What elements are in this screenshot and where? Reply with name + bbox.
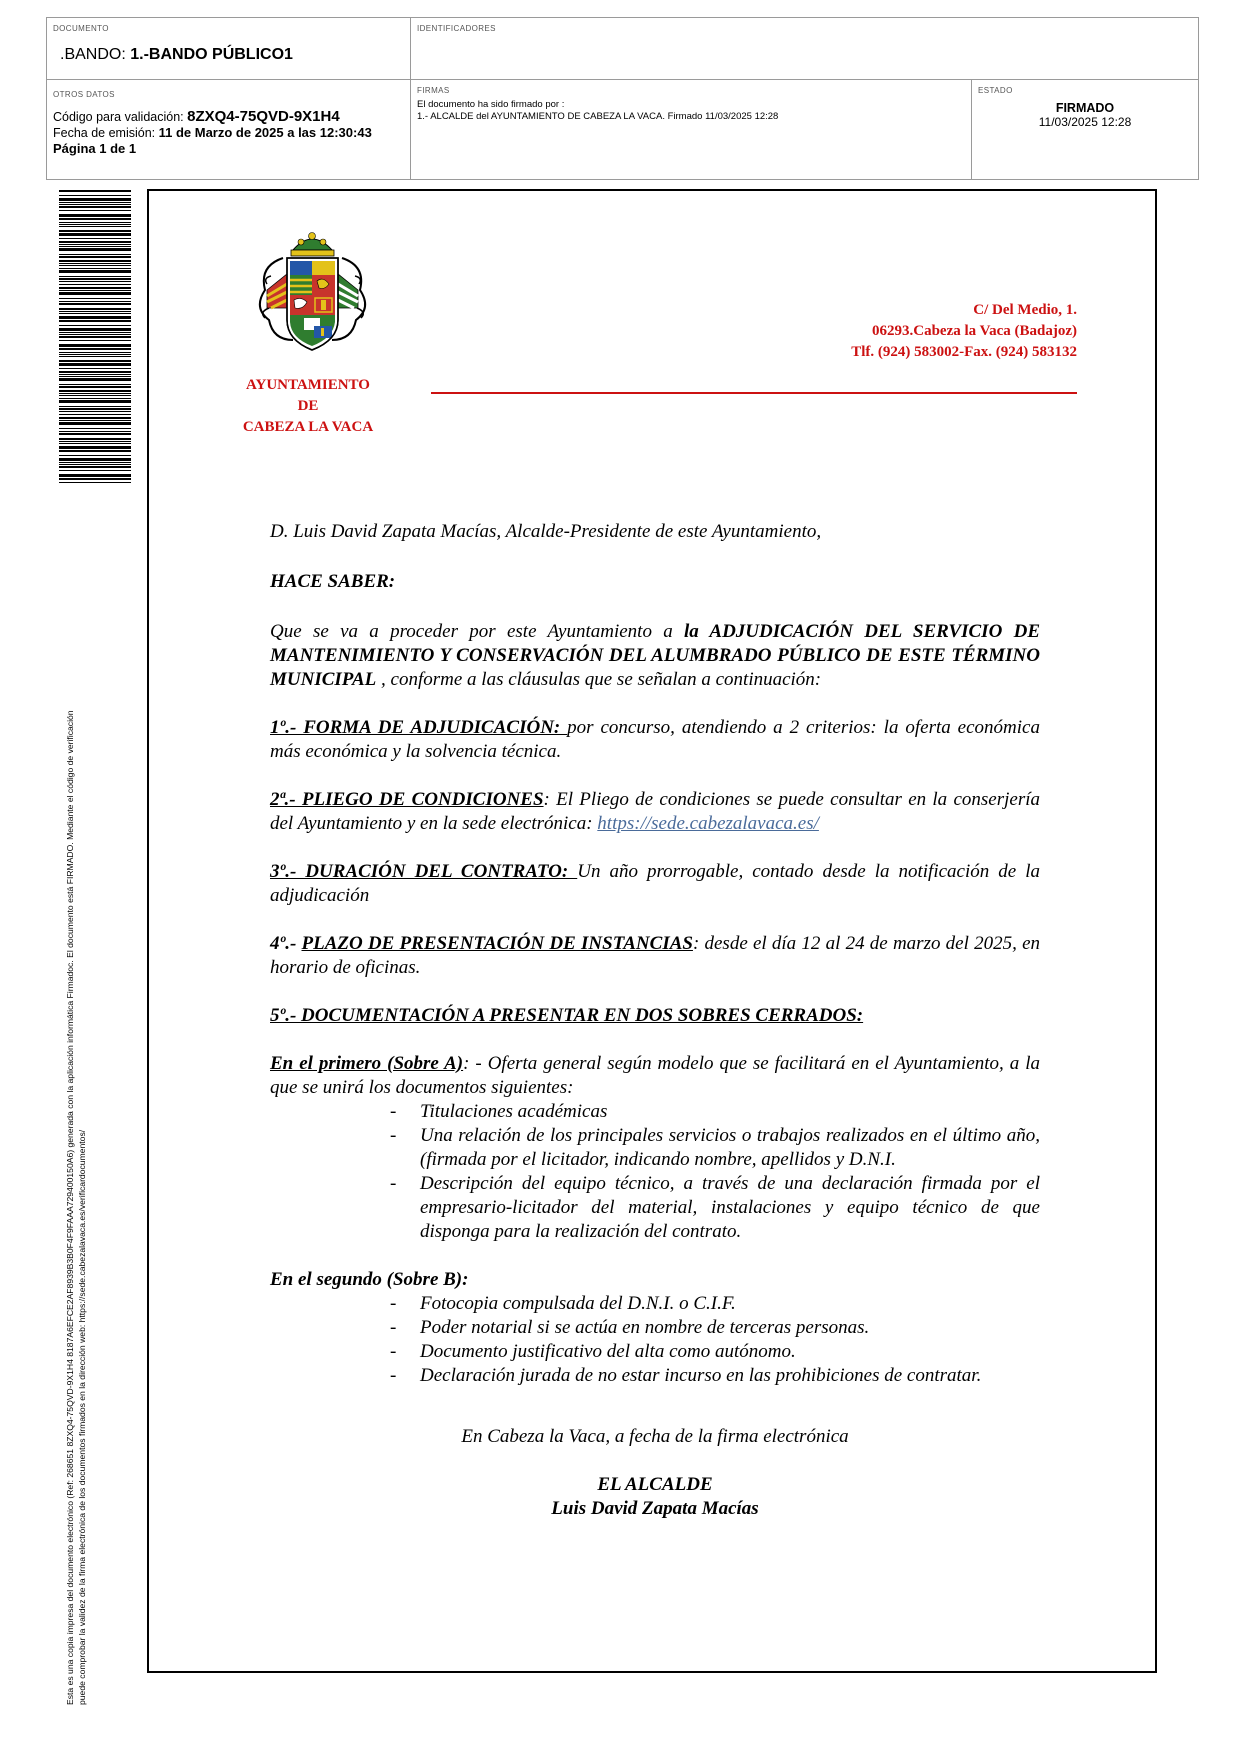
firmas-cell bbox=[411, 80, 972, 179]
address-line-2: 06293.Cabeza la Vaca (Badajoz) bbox=[872, 323, 1077, 339]
section-4-text: : desde el día 12 al 24 de marzo del 2025, en horario de oficinas. bbox=[270, 933, 1040, 978]
barcode-bar bbox=[59, 218, 131, 220]
barcode-bar bbox=[59, 455, 131, 456]
barcode-bar bbox=[59, 462, 131, 463]
barcode-bar bbox=[59, 340, 131, 341]
address-line-1: C/ Del Medio, 1. bbox=[973, 302, 1077, 318]
barcode-bar bbox=[59, 260, 131, 262]
barcode-bar bbox=[59, 198, 131, 201]
barcode-bar bbox=[59, 417, 131, 419]
intro-paragraph: D. Luis David Zapata Macías, Alcalde-Presidente de este Ayuntamiento, bbox=[270, 521, 822, 542]
barcode-bar bbox=[59, 438, 131, 440]
barcode-bar bbox=[59, 374, 131, 375]
barcode-bar bbox=[59, 344, 131, 347]
barcode-bar bbox=[59, 360, 131, 362]
list-item-text: Declaración jurada de no estar incurso en las prohibiciones de contratar. bbox=[420, 1365, 982, 1386]
barcode-bar bbox=[59, 206, 131, 208]
barcode-bar bbox=[59, 214, 131, 217]
barcode-bar bbox=[59, 386, 131, 388]
section-2 bbox=[270, 788, 1040, 836]
documento-title bbox=[53, 46, 404, 64]
barcode-bar bbox=[59, 400, 131, 403]
list-item bbox=[390, 1124, 1040, 1172]
barcode-bar bbox=[59, 368, 131, 369]
sobre-b-title: En el segundo (Sobre B): bbox=[270, 1269, 469, 1290]
barcode-bar bbox=[59, 354, 131, 355]
documento-value: 1.-BANDO PÚBLICO1 bbox=[130, 46, 293, 63]
barcode-bar bbox=[59, 458, 131, 461]
barcode-bar bbox=[59, 371, 131, 373]
barcode-graphic bbox=[59, 190, 131, 488]
list-dash: - bbox=[390, 1173, 397, 1194]
list-item-text: Fotocopia compulsada del D.N.I. o C.I.F. bbox=[420, 1293, 736, 1314]
barcode-bar bbox=[59, 246, 131, 247]
list-item-text: Una relación de los principales servicios o trabajos realizados en el último año, (firmada por el licitador, indicando nombre, apellidos y D.N.I. bbox=[420, 1125, 1040, 1170]
fecha-value: 11 de Marzo de 2025 a las 12:30:43 bbox=[158, 125, 372, 140]
sobre-b-list bbox=[390, 1292, 1040, 1388]
letterhead-address bbox=[851, 300, 1077, 363]
pagina-value: Página 1 de 1 bbox=[53, 141, 137, 156]
section-1-text: por concurso, atendiendo a 2 criterios: la oferta económica más económica y la solvencia técnica. bbox=[270, 717, 1040, 762]
barcode-bar bbox=[59, 378, 131, 381]
list-item-text: Titulaciones académicas bbox=[420, 1101, 608, 1122]
signature-title: EL ALCALDE bbox=[597, 1474, 713, 1495]
barcode-bar bbox=[59, 325, 131, 326]
barcode-bar bbox=[59, 284, 131, 285]
barcode-bar bbox=[59, 204, 131, 205]
section-2-text: : El Pliego de condiciones se puede consultar en la conserjería del Ayuntamiento y en la sede electrónica: bbox=[270, 789, 1040, 834]
barcode-bar bbox=[59, 428, 131, 429]
codigo-value[interactable]: 8ZXQ4-75QVD-9X1H4 bbox=[187, 108, 340, 125]
barcode-bar bbox=[59, 352, 131, 353]
p1-lead: Que se va a proceder por este Ayuntamiento a bbox=[270, 621, 685, 642]
barcode-bar bbox=[59, 276, 131, 277]
barcode-bar bbox=[59, 287, 131, 289]
barcode-bar bbox=[59, 265, 131, 266]
barcode-bar bbox=[59, 431, 131, 432]
barcode-bar bbox=[59, 393, 131, 394]
signature-block bbox=[270, 1473, 1040, 1521]
list-item-text: Descripción del equipo técnico, a través de una declaración firmada por el empresario-licitador del material, instalaciones y equipo técnico de que disponga para la realización del contrato. bbox=[420, 1173, 1040, 1242]
barcode-bar bbox=[59, 311, 131, 312]
sobre-a-text: : - Oferta general según modelo que se facilitará en el Ayuntamiento, a la que se unirá los documentos siguientes: bbox=[270, 1053, 1040, 1098]
verification-side-text bbox=[64, 480, 88, 1705]
barcode-bar bbox=[59, 395, 131, 396]
coat-of-arms-icon bbox=[245, 228, 380, 363]
barcode-bar bbox=[59, 450, 131, 452]
hace-saber-heading: HACE SABER: bbox=[270, 571, 396, 592]
barcode-bar bbox=[59, 334, 131, 335]
list-dash: - bbox=[390, 1317, 397, 1338]
p1-tail: , conforme a las cláusulas que se señalan a continuación: bbox=[376, 669, 822, 690]
side-text-line-1: Esta es una copia impresa del documento electrónico (Ref: 268651 8ZXQ4-75QVD-9X1H4 8187A6EFCE2AF8939B3B0F4F9FAAA729400150A6) generada con la aplicación informática Firmadoc. El documento está FIRMADO. Mediante el código de verificación bbox=[65, 710, 75, 1705]
barcode-bar bbox=[59, 270, 131, 273]
barcode-bar bbox=[59, 195, 131, 196]
sobre-a-paragraph bbox=[270, 1052, 1040, 1100]
ayuntamiento-line-2: DE bbox=[297, 398, 319, 414]
otros-datos-label: OTROS DATOS bbox=[53, 90, 115, 99]
codigo-label: Código para validación: bbox=[53, 110, 188, 124]
barcode-bar bbox=[59, 414, 131, 415]
section-3 bbox=[270, 860, 1040, 908]
barcode-bar bbox=[59, 226, 131, 227]
sobre-a-title: En el primero (Sobre A) bbox=[270, 1053, 464, 1074]
barcode-bar bbox=[59, 446, 131, 449]
sede-electronica-link[interactable]: https://sede.cabezalavaca.es/ bbox=[597, 813, 819, 834]
letterhead-divider bbox=[431, 392, 1077, 394]
barcode-bar bbox=[59, 376, 131, 377]
firmas-line-2: 1.- ALCALDE del AYUNTAMIENTO DE CABEZA LA VACA. Firmado 11/03/2025 12:28 bbox=[417, 111, 779, 122]
list-item-text: Documento justificativo del alta como autónomo. bbox=[420, 1341, 796, 1362]
barcode-bar bbox=[59, 420, 131, 421]
section-3-text: Un año prorrogable, contado desde la notificación de la adjudicación bbox=[270, 861, 1040, 906]
barcode-bar bbox=[59, 290, 131, 291]
documento-label: DOCUMENTO bbox=[53, 24, 109, 33]
list-dash: - bbox=[390, 1125, 397, 1146]
barcode-bar bbox=[59, 328, 131, 331]
section-5-title: 5º.- DOCUMENTACIÓN A PRESENTAR EN DOS SOBRES CERRADOS: bbox=[270, 1005, 864, 1026]
barcode-bar bbox=[59, 256, 131, 258]
barcode-bar bbox=[59, 301, 131, 302]
section-4 bbox=[270, 932, 1040, 980]
barcode-bar bbox=[59, 466, 131, 468]
barcode-bar bbox=[59, 202, 131, 203]
list-item bbox=[390, 1172, 1040, 1244]
barcode-bar bbox=[59, 292, 131, 295]
barcode-bar bbox=[59, 308, 131, 310]
section-4-prefix: 4º.- bbox=[270, 933, 302, 954]
pagina bbox=[53, 141, 404, 157]
barcode-bar bbox=[59, 474, 131, 477]
list-item-text: Poder notarial si se actúa en nombre de terceras personas. bbox=[420, 1317, 870, 1338]
documento-cell bbox=[47, 18, 411, 80]
fecha-emision bbox=[53, 125, 404, 141]
barcode-bar bbox=[59, 230, 131, 232]
barcode-bar bbox=[59, 268, 131, 269]
barcode-bar bbox=[59, 390, 131, 392]
barcode-bar bbox=[59, 278, 131, 280]
codigo-validacion bbox=[53, 108, 404, 125]
barcode-bar bbox=[59, 356, 131, 357]
firmas-text bbox=[417, 99, 965, 123]
barcode-bar bbox=[59, 222, 131, 223]
list-item bbox=[390, 1100, 1040, 1124]
firmas-label: FIRMAS bbox=[417, 86, 450, 95]
list-item bbox=[390, 1292, 1040, 1316]
barcode-bar bbox=[59, 316, 131, 319]
barcode-bar bbox=[59, 238, 131, 239]
fecha-label: Fecha de emisión: bbox=[53, 126, 159, 140]
section-4-title: PLAZO DE PRESENTACIÓN DE INSTANCIAS bbox=[301, 933, 693, 954]
ayuntamiento-name bbox=[218, 375, 398, 438]
barcode-bar bbox=[59, 241, 131, 243]
barcode-bar bbox=[59, 441, 131, 442]
barcode-bar bbox=[59, 464, 131, 465]
section-2-title: 2ª.- PLIEGO DE CONDICIONES bbox=[270, 789, 544, 810]
p1-bold: la ADJUDICACIÓN DEL SERVICIO DE MANTENIMIENTO Y CONSERVACIÓN DEL ALUMBRADO PÚBLICO DE ESTE TÉRMINO MUNICIPAL bbox=[270, 621, 1040, 690]
barcode-bar bbox=[59, 210, 131, 211]
section-1-title: 1º.- FORMA DE ADJUDICACIÓN: bbox=[270, 717, 568, 738]
barcode-bar bbox=[59, 263, 131, 264]
barcode-bar bbox=[59, 281, 131, 282]
otros-datos-cell bbox=[47, 80, 411, 179]
barcode-bar bbox=[59, 443, 131, 444]
estado-date: 11/03/2025 12:28 bbox=[1038, 115, 1132, 129]
side-text-line-2: puede comprobar la validez de la firma electrónica de los documentos firmados en la dirección web: https://sede.cabezalavaca.es/verificardocumentos/ bbox=[77, 1129, 87, 1705]
identificadores-label: IDENTIFICADORES bbox=[417, 24, 496, 33]
barcode-bar bbox=[59, 406, 131, 407]
list-item bbox=[390, 1316, 1040, 1340]
section-3-title: 3º.- DURACIÓN DEL CONTRATO: bbox=[270, 861, 578, 882]
barcode-bar bbox=[59, 244, 131, 245]
list-item bbox=[390, 1340, 1040, 1364]
firmas-line-1: El documento ha sido firmado por : bbox=[417, 99, 565, 110]
barcode-bar bbox=[59, 398, 131, 399]
barcode-bar bbox=[59, 411, 131, 412]
barcode-bar bbox=[59, 248, 131, 251]
barcode-bar bbox=[59, 384, 131, 385]
barcode-bar bbox=[59, 332, 131, 333]
list-dash: - bbox=[390, 1341, 397, 1362]
barcode-bar bbox=[59, 470, 131, 471]
list-dash: - bbox=[390, 1293, 397, 1314]
barcode-bar bbox=[59, 233, 131, 236]
barcode-bar bbox=[59, 303, 131, 305]
estado-value: FIRMADO bbox=[1055, 101, 1115, 115]
paragraph-adjudicacion bbox=[270, 620, 1040, 692]
barcode-bar bbox=[59, 348, 131, 350]
barcode-bar bbox=[59, 422, 131, 425]
identificadores-cell bbox=[411, 18, 1198, 80]
section-5 bbox=[270, 1004, 1040, 1028]
documento-prefix: .BANDO: bbox=[60, 46, 131, 63]
barcode-bar bbox=[59, 224, 131, 225]
barcode-bar bbox=[59, 408, 131, 410]
barcode-bar bbox=[59, 433, 131, 435]
ayuntamiento-line-1: AYUNTAMIENTO bbox=[246, 377, 370, 393]
sobre-a-list bbox=[390, 1100, 1040, 1244]
barcode-bar bbox=[59, 363, 131, 366]
estado-label: ESTADO bbox=[978, 86, 1013, 95]
section-1 bbox=[270, 716, 1040, 764]
barcode-bar bbox=[59, 298, 131, 299]
list-item bbox=[390, 1364, 1040, 1388]
estado-cell bbox=[972, 80, 1198, 179]
address-line-3: Tlf. (924) 583002-Fax. (924) 583132 bbox=[851, 344, 1077, 360]
closing-line: En Cabeza la Vaca, a fecha de la firma electrónica bbox=[461, 1426, 849, 1447]
list-dash: - bbox=[390, 1101, 397, 1122]
ayuntamiento-line-3: CABEZA LA VACA bbox=[242, 419, 374, 435]
document-header-table bbox=[46, 17, 1199, 180]
barcode-bar bbox=[59, 190, 131, 192]
barcode-bar bbox=[59, 254, 131, 255]
barcode-bar bbox=[59, 313, 131, 314]
barcode-bar bbox=[59, 336, 131, 338]
signature-name: Luis David Zapata Macías bbox=[551, 1498, 759, 1519]
barcode-bar bbox=[59, 320, 131, 322]
list-dash: - bbox=[390, 1365, 397, 1386]
